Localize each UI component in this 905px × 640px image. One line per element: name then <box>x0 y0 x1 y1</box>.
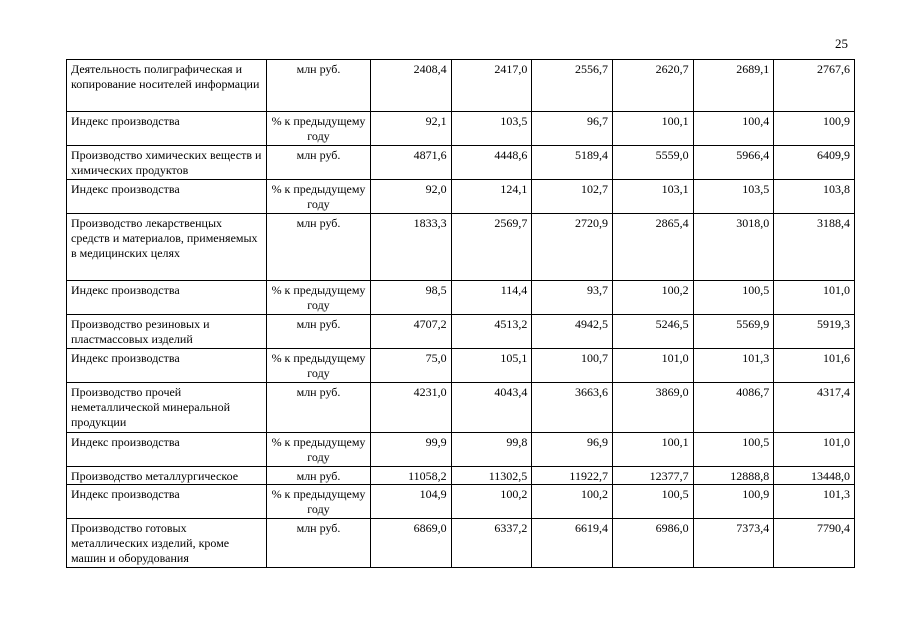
value-cell: 75,0 <box>371 349 452 383</box>
value-cell: 103,8 <box>774 180 855 214</box>
value-cell: 13448,0 <box>774 467 855 485</box>
unit-cell: % к предыдущему году <box>267 112 371 146</box>
value-cell: 11302,5 <box>451 467 532 485</box>
value-cell: 101,3 <box>693 349 774 383</box>
value-cell: 96,9 <box>532 433 613 467</box>
value-cell: 2620,7 <box>612 60 693 112</box>
table-row <box>67 180 855 214</box>
value-cell: 2408,4 <box>371 60 452 112</box>
unit-cell: млн руб. <box>267 467 371 485</box>
value-cell: 2767,6 <box>774 60 855 112</box>
value-cell: 5559,0 <box>612 146 693 180</box>
value-cell: 2556,7 <box>532 60 613 112</box>
value-cell: 4231,0 <box>371 383 452 433</box>
value-cell: 7373,4 <box>693 519 774 568</box>
value-cell: 5966,4 <box>693 146 774 180</box>
value-cell: 124,1 <box>451 180 532 214</box>
indicator-name-cell: Индекс производства <box>67 433 267 467</box>
value-cell: 4513,2 <box>451 315 532 349</box>
value-cell: 103,5 <box>693 180 774 214</box>
value-cell: 100,4 <box>693 112 774 146</box>
indicator-name-cell: Деятельность полиграфическая и копирование носителей информации <box>67 60 267 112</box>
unit-cell: % к предыдущему году <box>267 281 371 315</box>
value-cell: 2417,0 <box>451 60 532 112</box>
value-cell: 5569,9 <box>693 315 774 349</box>
value-cell: 102,7 <box>532 180 613 214</box>
value-cell: 4707,2 <box>371 315 452 349</box>
table-row <box>67 467 855 485</box>
value-cell: 2569,7 <box>451 214 532 281</box>
value-cell: 6619,4 <box>532 519 613 568</box>
value-cell: 99,9 <box>371 433 452 467</box>
indicator-name-cell: Производство резиновых и пластмассовых изделий <box>67 315 267 349</box>
value-cell: 4871,6 <box>371 146 452 180</box>
value-cell: 92,0 <box>371 180 452 214</box>
table-row <box>67 281 855 315</box>
value-cell: 100,9 <box>693 485 774 519</box>
unit-cell: % к предыдущему году <box>267 485 371 519</box>
unit-cell: млн руб. <box>267 214 371 281</box>
value-cell: 4317,4 <box>774 383 855 433</box>
value-cell: 6337,2 <box>451 519 532 568</box>
value-cell: 12377,7 <box>612 467 693 485</box>
value-cell: 101,3 <box>774 485 855 519</box>
value-cell: 3188,4 <box>774 214 855 281</box>
table-row <box>67 349 855 383</box>
unit-cell: млн руб. <box>267 519 371 568</box>
table-row <box>67 519 855 568</box>
unit-cell: млн руб. <box>267 60 371 112</box>
indicator-name-cell: Производство прочей неметаллической минеральной продукции <box>67 383 267 433</box>
value-cell: 100,5 <box>612 485 693 519</box>
value-cell: 103,1 <box>612 180 693 214</box>
value-cell: 3869,0 <box>612 383 693 433</box>
table-row <box>67 60 855 112</box>
table-row <box>67 383 855 433</box>
value-cell: 101,0 <box>774 281 855 315</box>
unit-cell: млн руб. <box>267 146 371 180</box>
value-cell: 2689,1 <box>693 60 774 112</box>
indicator-name-cell: Индекс производства <box>67 112 267 146</box>
value-cell: 6986,0 <box>612 519 693 568</box>
value-cell: 11058,2 <box>371 467 452 485</box>
value-cell: 114,4 <box>451 281 532 315</box>
value-cell: 2720,9 <box>532 214 613 281</box>
unit-cell: % к предыдущему году <box>267 433 371 467</box>
unit-cell: % к предыдущему году <box>267 180 371 214</box>
indicator-name-cell: Индекс производства <box>67 281 267 315</box>
value-cell: 105,1 <box>451 349 532 383</box>
indicator-name-cell: Производство металлургическое <box>67 467 267 485</box>
value-cell: 98,5 <box>371 281 452 315</box>
unit-cell: млн руб. <box>267 383 371 433</box>
value-cell: 100,9 <box>774 112 855 146</box>
indicator-name-cell: Производство химических веществ и химических продуктов <box>67 146 267 180</box>
value-cell: 7790,4 <box>774 519 855 568</box>
value-cell: 100,1 <box>612 433 693 467</box>
indicator-name-cell: Индекс производства <box>67 349 267 383</box>
value-cell: 96,7 <box>532 112 613 146</box>
indicator-name-cell: Производство готовых металлических изделий, кроме машин и оборудования <box>67 519 267 568</box>
value-cell: 100,2 <box>612 281 693 315</box>
value-cell: 4086,7 <box>693 383 774 433</box>
table-row <box>67 315 855 349</box>
unit-cell: млн руб. <box>267 315 371 349</box>
value-cell: 2865,4 <box>612 214 693 281</box>
value-cell: 103,5 <box>451 112 532 146</box>
table-row <box>67 485 855 519</box>
page-number: 25 <box>835 36 848 51</box>
value-cell: 101,0 <box>774 433 855 467</box>
value-cell: 12888,8 <box>693 467 774 485</box>
indicator-name-cell: Производство лекарственцых средств и материалов, применяемых в медицинских целях <box>67 214 267 281</box>
value-cell: 100,7 <box>532 349 613 383</box>
value-cell: 99,8 <box>451 433 532 467</box>
indicator-name-cell: Индекс производства <box>67 485 267 519</box>
statistics-table <box>66 59 855 568</box>
value-cell: 100,2 <box>532 485 613 519</box>
value-cell: 100,5 <box>693 433 774 467</box>
value-cell: 101,6 <box>774 349 855 383</box>
value-cell: 93,7 <box>532 281 613 315</box>
value-cell: 101,0 <box>612 349 693 383</box>
value-cell: 92,1 <box>371 112 452 146</box>
value-cell: 4043,4 <box>451 383 532 433</box>
value-cell: 6869,0 <box>371 519 452 568</box>
value-cell: 6409,9 <box>774 146 855 180</box>
indicator-name-cell: Индекс производства <box>67 180 267 214</box>
value-cell: 4448,6 <box>451 146 532 180</box>
value-cell: 3018,0 <box>693 214 774 281</box>
value-cell: 11922,7 <box>532 467 613 485</box>
value-cell: 3663,6 <box>532 383 613 433</box>
table-row <box>67 112 855 146</box>
value-cell: 5919,3 <box>774 315 855 349</box>
value-cell: 1833,3 <box>371 214 452 281</box>
value-cell: 100,5 <box>693 281 774 315</box>
value-cell: 5246,5 <box>612 315 693 349</box>
table-row <box>67 433 855 467</box>
table-row <box>67 146 855 180</box>
unit-cell: % к предыдущему году <box>267 349 371 383</box>
value-cell: 104,9 <box>371 485 452 519</box>
table-body <box>67 60 855 568</box>
value-cell: 4942,5 <box>532 315 613 349</box>
value-cell: 100,1 <box>612 112 693 146</box>
value-cell: 100,2 <box>451 485 532 519</box>
table-row <box>67 214 855 281</box>
value-cell: 5189,4 <box>532 146 613 180</box>
